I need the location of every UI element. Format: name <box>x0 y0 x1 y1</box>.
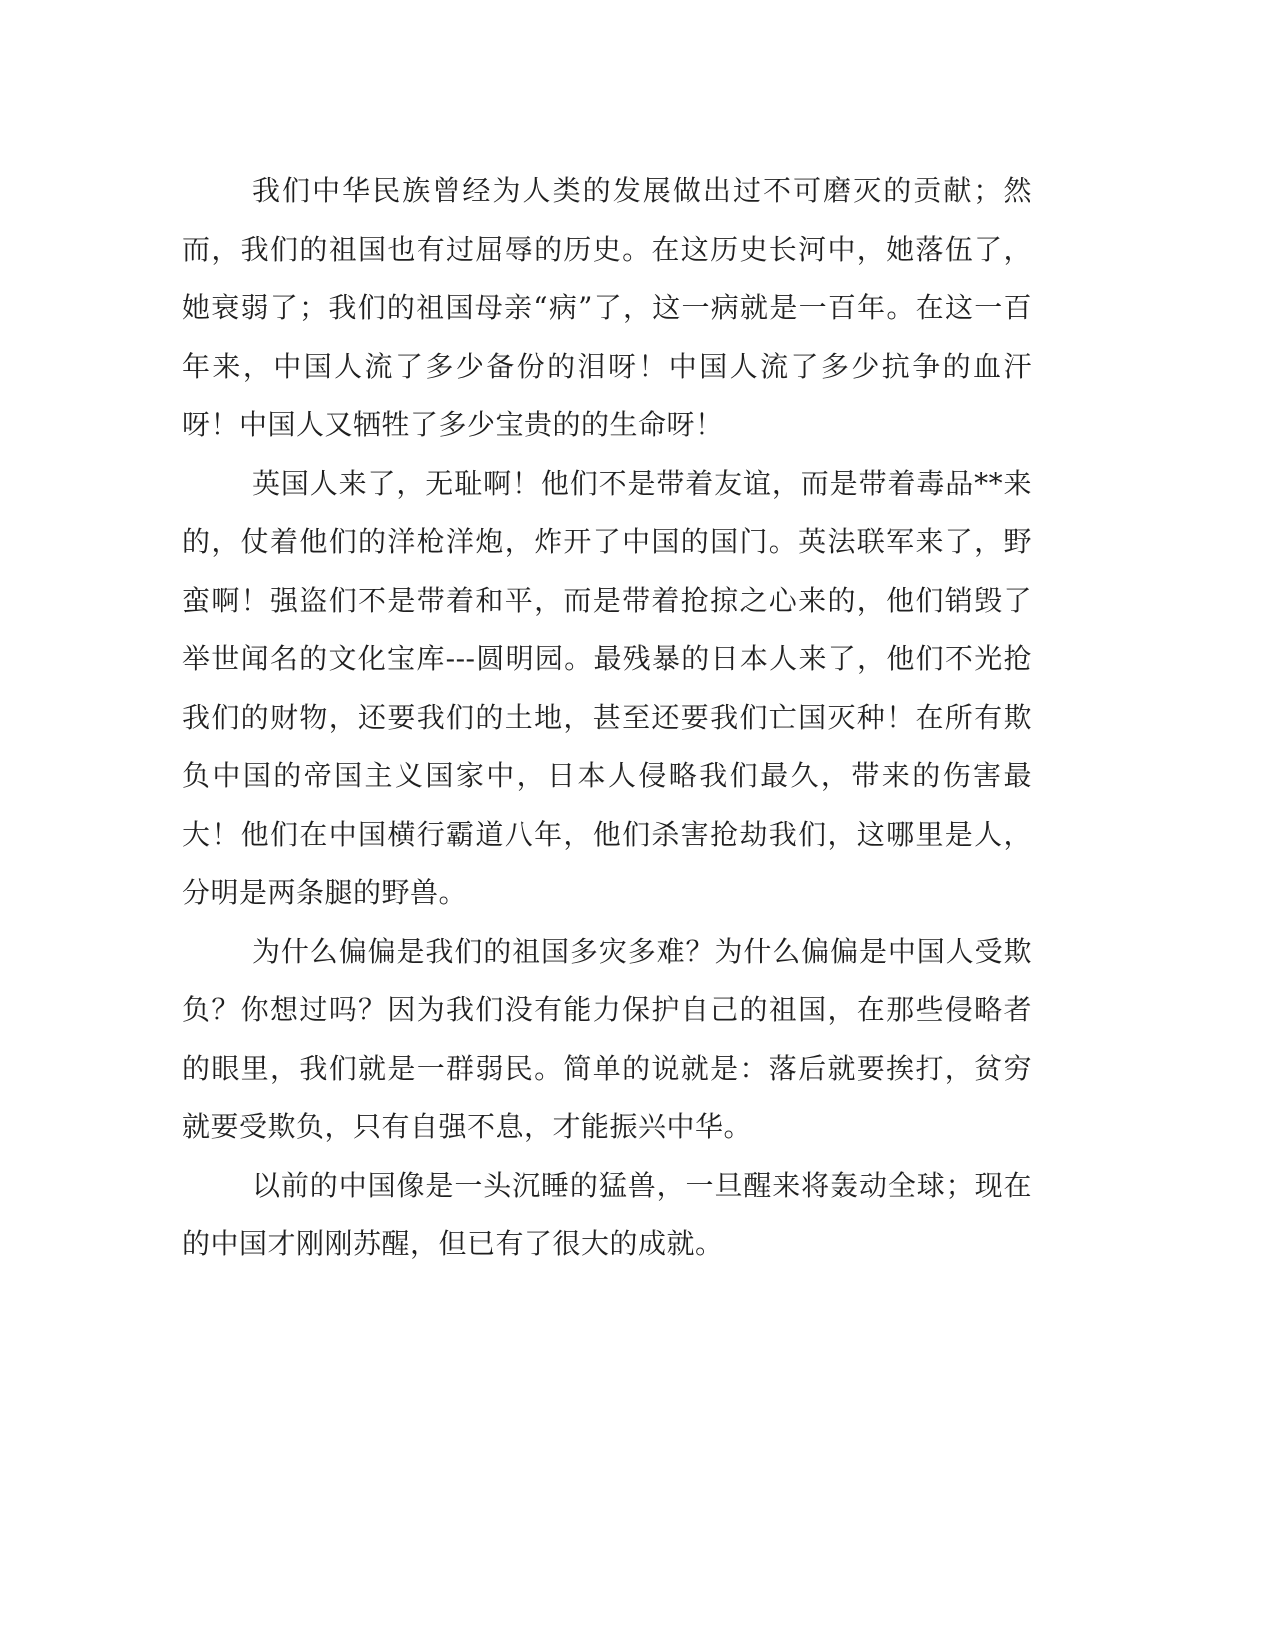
essay-body <box>182 162 1032 1274</box>
paragraph-4: 以前的中国像是一头沉睡的猛兽，一旦醒来将轰动全球；现在的中国才刚刚苏醒，但已有了很大的成就。 <box>182 1168 1032 1260</box>
paragraph-2: 英国人来了，无耻啊！他们不是带着友谊，而是带着毒品**来的，仗着他们的洋枪洋炮，炸开了中国的国门。英法联军来了，野蛮啊！强盗们不是带着和平，而是带着抢掠之心来的，他们销毁了举世闻名的文化宝库---圆明园。最残暴的日本人来了，他们不光抢我们的财物，还要我们的土地，甚至还要我们亡国灭种！在所有欺负中国的帝国主义国家中，日本人侵略我们最久，带来的伤害最大！他们在中国横行霸道八年，他们杀害抢劫我们，这哪里是人，分明是两条腿的野兽。 <box>182 466 1032 909</box>
paragraph-3: 为什么偏偏是我们的祖国多灾多难？为什么偏偏是中国人受欺负？你想过吗？因为我们没有能力保护自己的祖国，在那些侵略者的眼里，我们就是一群弱民。简单的说就是：落后就要挨打，贫穷就要受欺负，只有自强不息，才能振兴中华。 <box>182 934 1032 1143</box>
paragraph-1: 我们中华民族曾经为人类的发展做出过不可磨灭的贡献；然而，我们的祖国也有过屈辱的历史。在这历史长河中，她落伍了，她衰弱了；我们的祖国母亲“病”了，这一病就是一百年。在这一百年来，中国人流了多少备份的泪呀！中国人流了多少抗争的血汗呀！中国人又牺牲了多少宝贵的的生命呀！ <box>182 174 1032 441</box>
